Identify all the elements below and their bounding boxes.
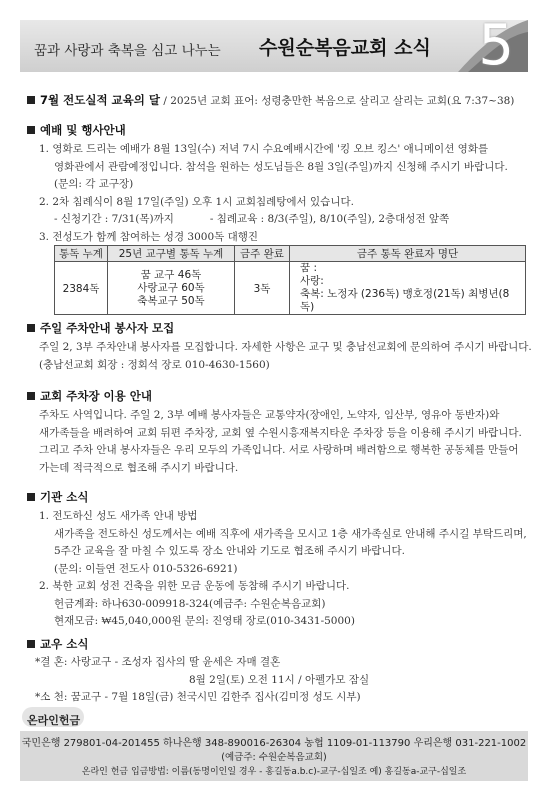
table-header: 금주 통독 완료자 명단: [290, 246, 526, 262]
section-parking-volunteers: [27, 320, 532, 374]
info-line: 현재모금: ₩45,040,000원 문의: 진영태 장로(010-3431-5000): [54, 615, 355, 627]
section-heading: 주일 주차안내 봉사자 모집: [27, 320, 528, 336]
section-worship-events: [27, 122, 528, 246]
section-month-theme: [27, 92, 528, 111]
info-line: 1. 전도하신 성도 새가족 안내 방법: [39, 510, 198, 522]
event-line: 1. 영화로 드리는 예배가 8월 13일(수) 저녁 7시 수요예배시간에 '킹 오브 킹스' 애니메이션 영화를: [39, 143, 489, 155]
section-heading: 예배 및 행사안내: [27, 122, 528, 138]
info-line: 새가족을 전도하신 성도께서는 예배 직후에 새가족을 모시고 1층 새가족실로 안내해 주시길 부탁드리며,: [54, 527, 527, 540]
square-bullet-icon: [27, 324, 35, 332]
square-bullet-icon: [27, 126, 35, 134]
member-news-line: *소 천: 꿈교구 - 7월 18일(금) 천국시민 김한주 집사(김미정 성도 시부): [35, 691, 361, 703]
info-line: (문의: 이들연 전도사 010-5326-6921): [54, 562, 238, 575]
member-news-line: 8월 2일(토) 오전 11시 / 아펠가모 잠실: [189, 673, 370, 686]
theme-text: / 2025년 교회 표어: 성령충만한 복음으로 살리고 살리는 교회(요 7:37~38): [163, 95, 515, 107]
section-organization-news: [27, 489, 528, 631]
header-subtitle: 꿈과 사랑과 축복을 심고 나누는: [34, 43, 221, 59]
page-number: 5: [478, 20, 514, 72]
info-line: 새가족들을 배려하여 교회 뒤편 주차장, 교회 옆 수원시흥재복지타운 주차장 등을 이용해 주시기 바랍니다.: [39, 426, 522, 439]
section-heading: 기관 소식: [27, 489, 528, 505]
table-header: 통독 누계: [55, 246, 108, 262]
header-banner: [20, 20, 528, 72]
total-reading-cell: 2384독: [55, 262, 108, 315]
section-heading: 교회 주차장 이용 안내: [27, 388, 528, 404]
baptism-education: - 침례교육 : 8/3(주일), 8/10(주일), 2층대성전 앞쪽: [209, 213, 450, 225]
square-bullet-icon: [27, 493, 35, 501]
member-news-line: *결 혼: 사랑교구 - 조성자 집사의 딸 윤세은 자매 결혼: [35, 656, 281, 668]
info-line: 5주간 교육을 잘 마칠 수 있도록 장소 안내와 기도로 협조해 주시기 바랍니다.: [54, 545, 406, 557]
info-line: 헌금계좌: 하나630-009918-324(예금주: 수원순복음교회): [54, 597, 326, 610]
info-line: 2. 북한 교회 성전 건축을 위한 모금 운동에 동참해 주시기 바랍니다.: [39, 580, 350, 592]
event-line: 3. 전성도가 함께 참여하는 성경 3000독 대행진: [39, 230, 259, 243]
deposit-method: 온라인 헌금 입금방법: 이름(동명이인일 경우 - 홍길동a.b.c)-교구-십일조 예) 홍길동a-교구-십일조: [81, 767, 467, 777]
header-title: 수원순복음교회 소식: [259, 37, 431, 59]
info-line: 가는데 적극적으로 협조해 주시기 바랍니다.: [39, 461, 239, 474]
section-heading: 교우 소식: [27, 636, 528, 652]
info-line: 주차도 사역입니다. 주일 2, 3부 예배 봉사자들은 교통약자(장애인, 노약자, 임산부, 영유아 동반자)와: [39, 409, 500, 421]
baptism-apply-period: - 신청기간 : 7/31(목)까지: [54, 213, 174, 225]
table-header: 금주 완료: [235, 246, 290, 262]
event-line: 영화관에서 관람예정입니다. 참석을 원하는 성도님들은 8월 3일(주일)까지 신청해 주시기 바랍니다.: [54, 160, 508, 173]
info-line: (충남선교회 회장 : 정회석 장로 010-4630-1560): [39, 358, 270, 371]
table-header: 25년 교구별 통독 누계: [108, 246, 235, 262]
section-heading: 7월 전도실적 교육의 달: [40, 93, 160, 107]
section-parking-guide: [27, 388, 528, 477]
event-line: 2. 2차 침례식이 8월 17일(주일) 오후 1시 교회침례탕에서 있습니다.: [39, 195, 354, 208]
event-line: (문의: 각 교구장): [54, 178, 134, 190]
event-line: [27, 211, 528, 229]
completed-names-cell: 꿈 : 사랑: 축복: 노정자 (236독) 맹호정(21독) 최병년(8독): [290, 262, 526, 315]
square-bullet-icon: [27, 640, 35, 648]
weekly-complete-cell: 3독: [235, 262, 290, 315]
info-line: 그리고 주차 안내 봉사자들은 우리 모두의 가족입니다. 서로 사랑하며 배려함으로 행복한 공동체를 만들어: [39, 444, 519, 456]
bank-accounts: 국민은행 279801-04-201455 하나은행 348-890016-26304 농협 1109-01-113790 우리은행 031-221-1002: [21, 738, 527, 749]
info-line: 주일 2, 3부 주차안내 봉사자를 모집합니다. 자세한 사항은 교구 및 충남선교회에 문의하여 주시기 바랍니다.: [39, 341, 532, 353]
square-bullet-icon: [27, 96, 35, 104]
square-bullet-icon: [27, 392, 35, 400]
section-member-news: [27, 636, 528, 707]
bible-reading-table: [54, 245, 526, 315]
account-holder: (예금주: 수원순복음교회): [221, 752, 327, 763]
district-totals-cell: 꿈 교구 46독 사랑교구 60독 축복교구 50독: [108, 262, 235, 315]
bank-accounts-box: [20, 731, 528, 781]
online-offering-heading: 온라인헌금: [27, 714, 81, 727]
